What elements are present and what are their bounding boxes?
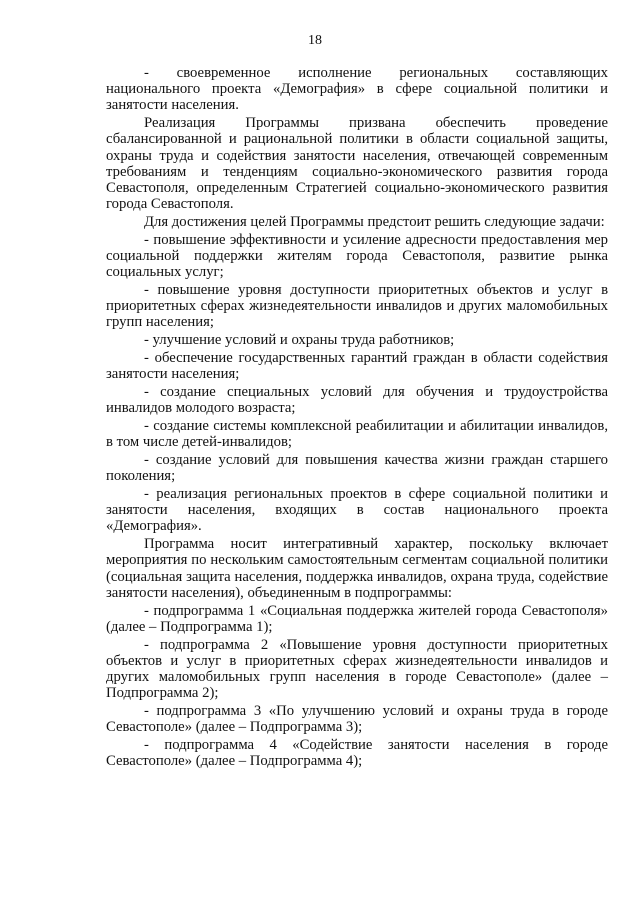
task-item-young-disabled: - создание специальных условий для обучения и трудоустройства инвалидов молодого возраста; — [106, 384, 608, 417]
subprogram-item-2: - подпрограмма 2 «Повышение уровня доступности приоритетных объектов и услуг в приоритетных сферах жизнедеятельности инвалидов и других маломобильных групп населения в городе Севастополе» (далее – Подпрограмма 2); — [106, 636, 608, 702]
paragraph-program-purpose: Реализация Программы призвана обеспечить проведение сбалансированной и рациональной политики в области социальной защиты, охраны труда и содействия занятости населения, отвечающей современным требованиям и тенденциям социально-экономического развития города Севастополя, определенным Стратегией социально-экономического развития города Севастополя. — [106, 115, 608, 213]
paragraph-tasks-intro: Для достижения целей Программы предстоит решить следующие задачи: — [144, 214, 605, 231]
document-body — [106, 65, 608, 771]
subprogram-item-1: - подпрограмма 1 «Социальная поддержка жителей города Севастополя» (далее – Подпрограмма 1); — [106, 602, 608, 635]
task-item-rehabilitation: - создание системы комплексной реабилитации и абилитации инвалидов, в том числе детей-инвалидов; — [106, 418, 608, 451]
subprogram-item-3: - подпрограмма 3 «По улучшению условий и охраны труда в городе Севастополе» (далее – Подпрограмма 3); — [106, 703, 608, 736]
task-item-accessibility: - повышение уровня доступности приоритетных объектов и услуг в приоритетных сферах жизнедеятельности инвалидов и других маломобильных групп населения; — [106, 282, 608, 331]
task-item-employment-guarantees: - обеспечение государственных гарантий граждан в области содействия занятости населения; — [106, 350, 608, 383]
task-item-social-support: - повышение эффективности и усиление адресности предоставления мер социальной поддержки жителям города Севастополя, развитие рынка социальных услуг; — [106, 231, 608, 281]
paragraph-program-structure: Программа носит интегративный характер, поскольку включает мероприятия по нескольким самостоятельным сегментам социальной политики (социальная защита населения, поддержка инвалидов, охрана труда, содействие занятости населения), объединенным в подпрограммы: — [106, 536, 608, 601]
paragraph-item-national-project: - своевременное исполнение региональных составляющих национального проекта «Демография» в сфере социальной политики и занятости населения. — [106, 65, 608, 114]
page-number: 18 — [308, 33, 322, 48]
subprogram-item-4: - подпрограмма 4 «Содействие занятости населения в городе Севастополе» (далее – Подпрограмма 4); — [106, 737, 608, 770]
task-item-labor-protection: - улучшение условий и охраны труда работников; — [144, 332, 455, 349]
task-item-older-generation: - создание условий для повышения качества жизни граждан старшего поколения; — [106, 452, 608, 485]
task-item-regional-projects: - реализация региональных проектов в сфере социальной политики и занятости населения, входящих в состав национального проекта «Демография». — [106, 486, 608, 535]
